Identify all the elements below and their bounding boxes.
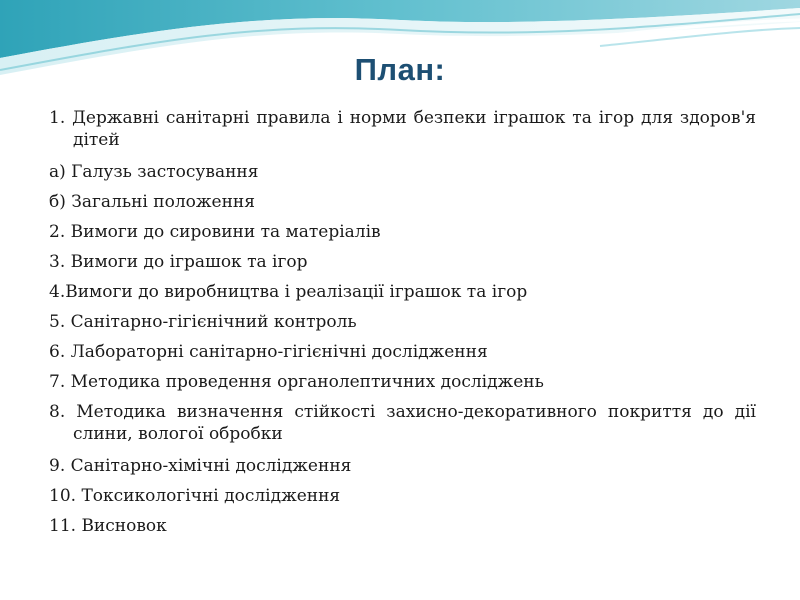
list-item: б) Загальні положення xyxy=(49,192,255,212)
list-item: 1. Державні санітарні правила і норми безпеки іграшок та ігор для здоров'я дітей xyxy=(49,108,756,150)
list-item: 3. Вимоги до іграшок та ігор xyxy=(49,252,308,272)
list-item: 7. Методика проведення органолептичних досліджень xyxy=(49,372,544,392)
list-item: 4.Вимоги до виробництва і реалізації іграшок та ігор xyxy=(49,282,528,302)
list-item: 10. Токсикологічні дослідження xyxy=(49,486,341,506)
list-item: 2. Вимоги до сировини та матеріалів xyxy=(49,222,381,242)
slide-title: План: xyxy=(354,52,446,87)
plan-list xyxy=(49,107,756,545)
list-item: 5. Санітарно-гігієнічний контроль xyxy=(49,312,357,332)
list-item: 8. Методика визначення стійкості захисно-декоративного покриття до дії слини, вологої обробки xyxy=(49,402,756,444)
list-item: 9. Санітарно-хімічні дослідження xyxy=(49,456,352,476)
list-item: 6. Лабораторні санітарно-гігієнічні дослідження xyxy=(49,342,488,362)
list-item: 11. Висновок xyxy=(49,516,167,536)
list-item: а) Галузь застосування xyxy=(49,162,259,182)
